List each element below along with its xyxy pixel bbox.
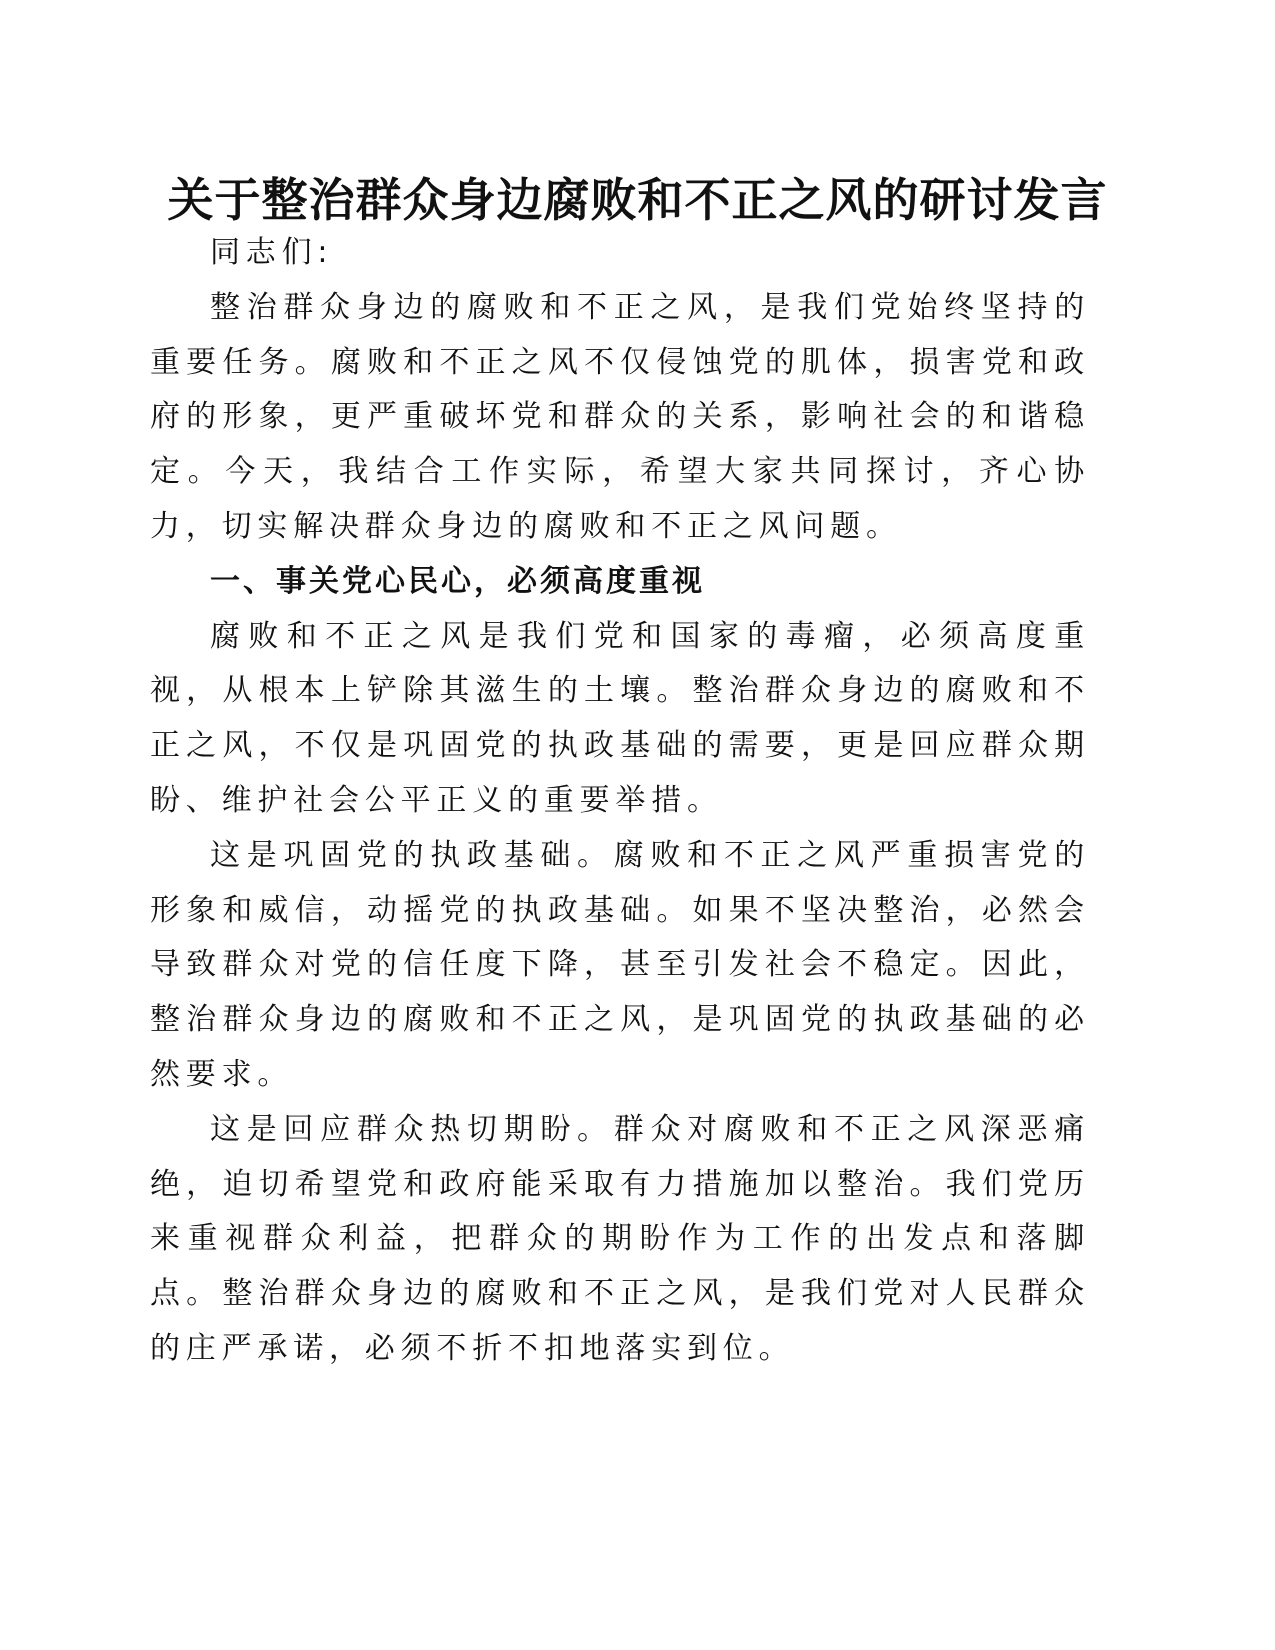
section-paragraph: 这是巩固党的执政基础。腐败和不正之风严重损害党的形象和威信，动摇党的执政基础。如果不坚决整治，必然会导致群众对党的信任度下降，甚至引发社会不稳定。因此，整治群众身边的腐败和不正之风，是巩固党的执政基础的必然要求。: [150, 837, 1090, 1092]
section-paragraph: 这是回应群众热切期盼。群众对腐败和不正之风深恶痛绝，迫切希望党和政府能采取有力措施加以整治。我们党历来重视群众利益，把群众的期盼作为工作的出发点和落脚点。整治群众身边的腐败和不正之风，是我们党对人民群众的庄严承诺，必须不折不扣地落实到位。: [150, 1111, 1090, 1366]
intro-paragraph: 整治群众身边的腐败和不正之风，是我们党始终坚持的重要任务。腐败和不正之风不仅侵蚀党的肌体，损害党和政府的形象，更严重破坏党和群众的关系，影响社会的和谐稳定。今天，我结合工作实际，希望大家共同探讨，齐心协力，切实解决群众身边的腐败和不正之风问题。: [150, 289, 1090, 544]
document-body: [150, 226, 1090, 1377]
document-title: 关于整治群众身边腐败和不正之风的研讨发言: [167, 173, 1108, 227]
salutation: 同志们:: [210, 235, 334, 270]
section-paragraph: 腐败和不正之风是我们党和国家的毒瘤，必须高度重视，从根本上铲除其滋生的土壤。整治群众身边的腐败和不正之风，不仅是巩固党的执政基础的需要，更是回应群众期盼、维护社会公平正义的重要举措。: [150, 618, 1090, 818]
section-heading: 一、事关党心民心，必须高度重视: [210, 563, 705, 599]
